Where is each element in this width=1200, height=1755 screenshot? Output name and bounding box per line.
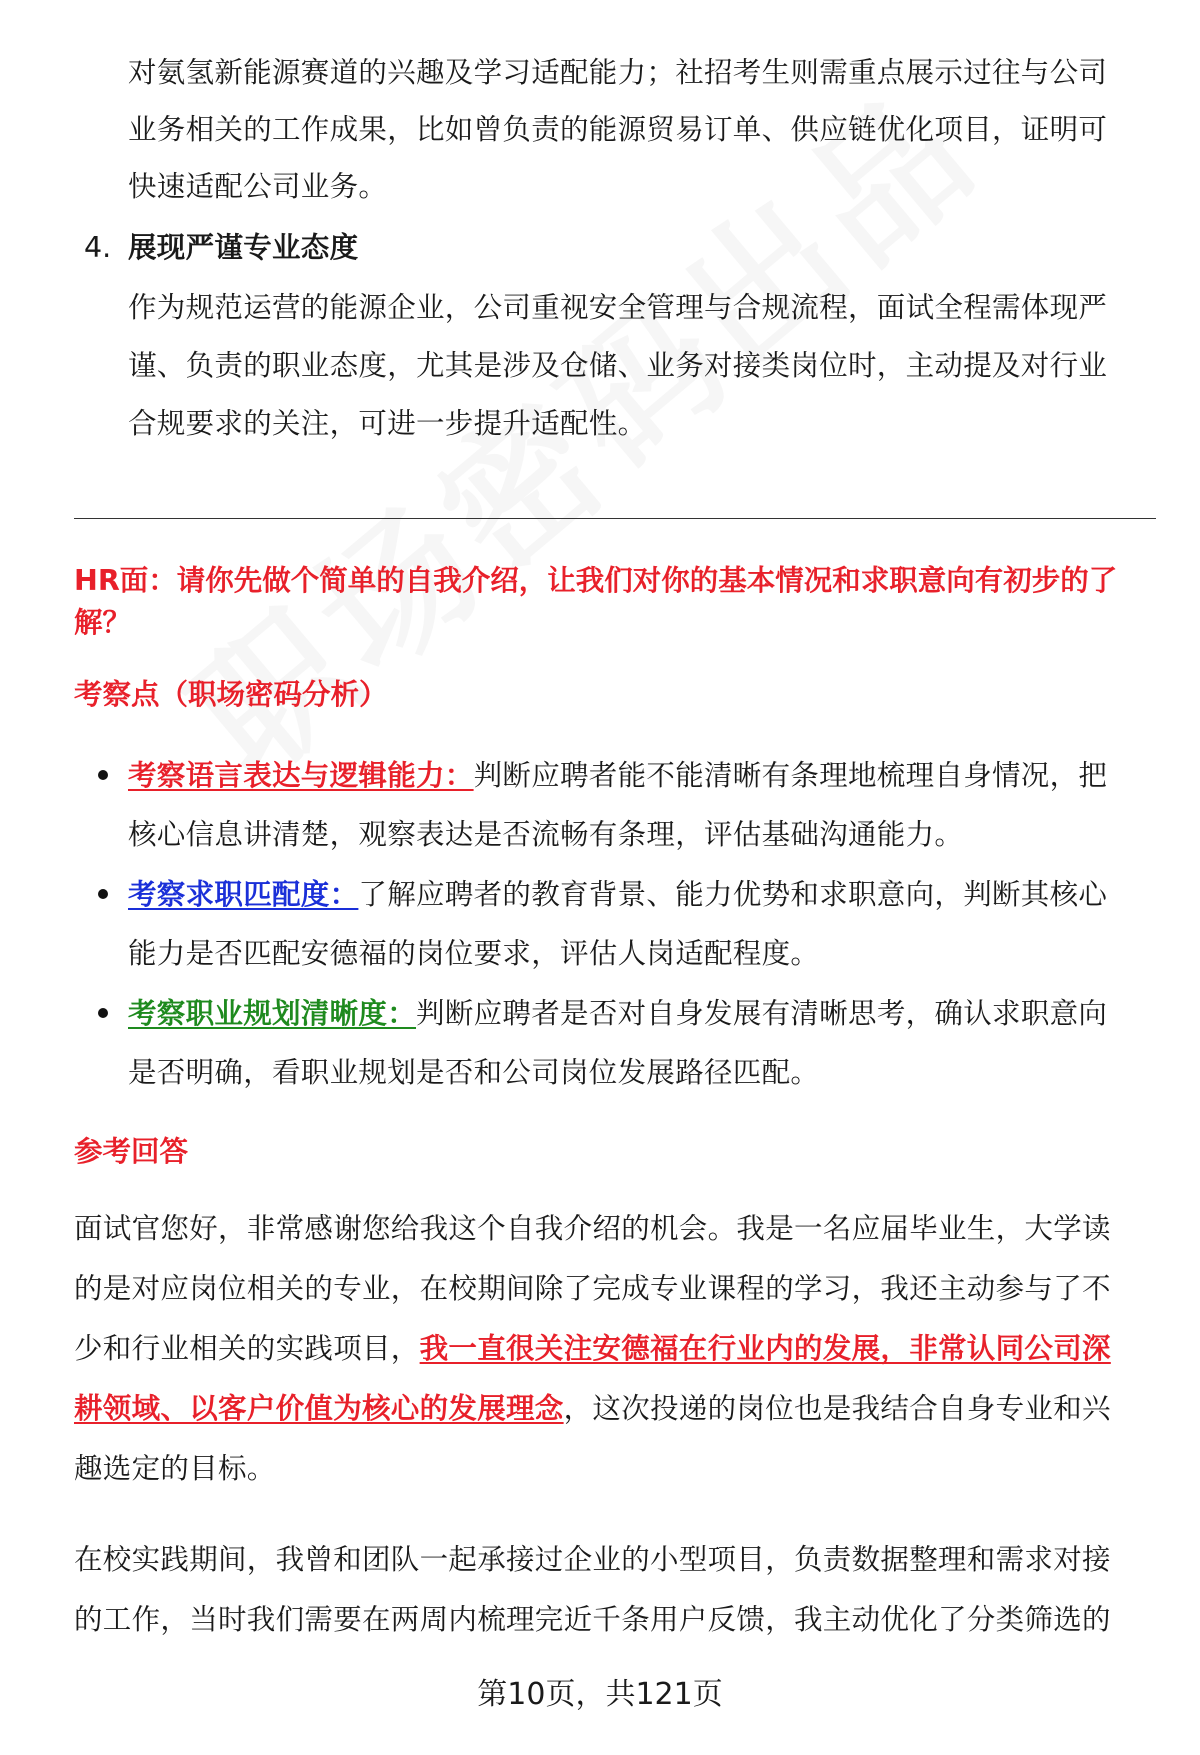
answer-highlight: 耕领域、以客户价值为核心的发展理念 xyxy=(74,1392,564,1425)
bullet-text: 判断应聘者能不能清晰有条理地梳理自身情况，把 xyxy=(473,759,1108,792)
answer-p1-line-5: 趣选定的目标。 xyxy=(74,1452,276,1485)
kaocha-title: 考察点（职场密码分析） xyxy=(74,678,388,711)
bullet-label: 考察求职匹配度： xyxy=(128,878,359,911)
bullet-line xyxy=(128,984,1148,1044)
item-line-1: 作为规范运营的能源企业，公司重视安全管理与合规流程，面试全程需体现严 xyxy=(128,291,1108,324)
bullet-text: 了解应聘者的教育背景、能力优势和求职意向，判断其核心 xyxy=(358,878,1108,911)
answer-text: 少和行业相关的实践项目， xyxy=(74,1332,420,1365)
intro-line-2: 业务相关的工作成果，比如曾负责的能源贸易订单、供应链优化项目，证明可 xyxy=(128,113,1108,146)
intro-line-3: 快速适配公司业务。 xyxy=(128,170,388,203)
bullet-line-2: 能力是否匹配安德福的岗位要求，评估人岗适配程度。 xyxy=(128,937,820,970)
item-number: 4. xyxy=(84,231,112,264)
answer-p1-line-3 xyxy=(74,1319,1154,1379)
bullet-line xyxy=(128,865,1148,925)
answer-p1-line-4 xyxy=(74,1379,1154,1439)
hr-question: HR面：请你先做个简单的自我介绍，让我们对你的基本情况和求职意向有初步的了解？ xyxy=(74,564,1118,639)
bullet-label: 考察职业规划清晰度： xyxy=(128,997,417,1030)
bullet-text: 判断应聘者是否对自身发展有清晰思考，确认求职意向 xyxy=(416,997,1108,1030)
bullet-dot xyxy=(98,889,108,899)
bullet-dot xyxy=(98,770,108,780)
bullet-line xyxy=(128,746,1148,806)
answer-highlight: 我一直很关注安德福在行业内的发展，非常认同公司深 xyxy=(419,1332,1111,1365)
answer-text: ，这次投递的岗位也是我结合自身专业和兴 xyxy=(563,1392,1111,1425)
answer-p1-line-2: 的是对应岗位相关的专业，在校期间除了完成专业课程的学习，我还主动参与了不 xyxy=(74,1272,1111,1305)
intro-line-1: 对氨氢新能源赛道的兴趣及学习适配能力；社招考生则需重点展示过往与公司 xyxy=(128,56,1108,89)
page-footer: 第10页，共121页 xyxy=(477,1677,723,1712)
item-title: 展现严谨专业态度 xyxy=(128,231,359,264)
item-line-2: 谨、负责的职业态度，尤其是涉及仓储、业务对接类岗位时，主动提及对行业 xyxy=(128,349,1108,382)
answer-p2-line-2: 的工作，当时我们需要在两周内梳理完近千条用户反馈，我主动优化了分类筛选的 xyxy=(74,1603,1111,1636)
item-line-3: 合规要求的关注，可进一步提升适配性。 xyxy=(128,407,647,440)
bullet-line-2: 核心信息讲清楚，观察表达是否流畅有条理，评估基础沟通能力。 xyxy=(128,818,964,851)
bullet-dot xyxy=(98,1008,108,1018)
bullet-label: 考察语言表达与逻辑能力： xyxy=(128,759,474,792)
answer-title: 参考回答 xyxy=(74,1135,189,1168)
bullet-line-2: 是否明确，看职业规划是否和公司岗位发展路径匹配。 xyxy=(128,1056,820,1089)
section-divider xyxy=(74,518,1156,519)
answer-p2-line-1: 在校实践期间，我曾和团队一起承接过企业的小型项目，负责数据整理和需求对接 xyxy=(74,1543,1111,1576)
answer-p1-line-1: 面试官您好，非常感谢您给我这个自我介绍的机会。我是一名应届毕业生，大学读 xyxy=(74,1212,1111,1245)
